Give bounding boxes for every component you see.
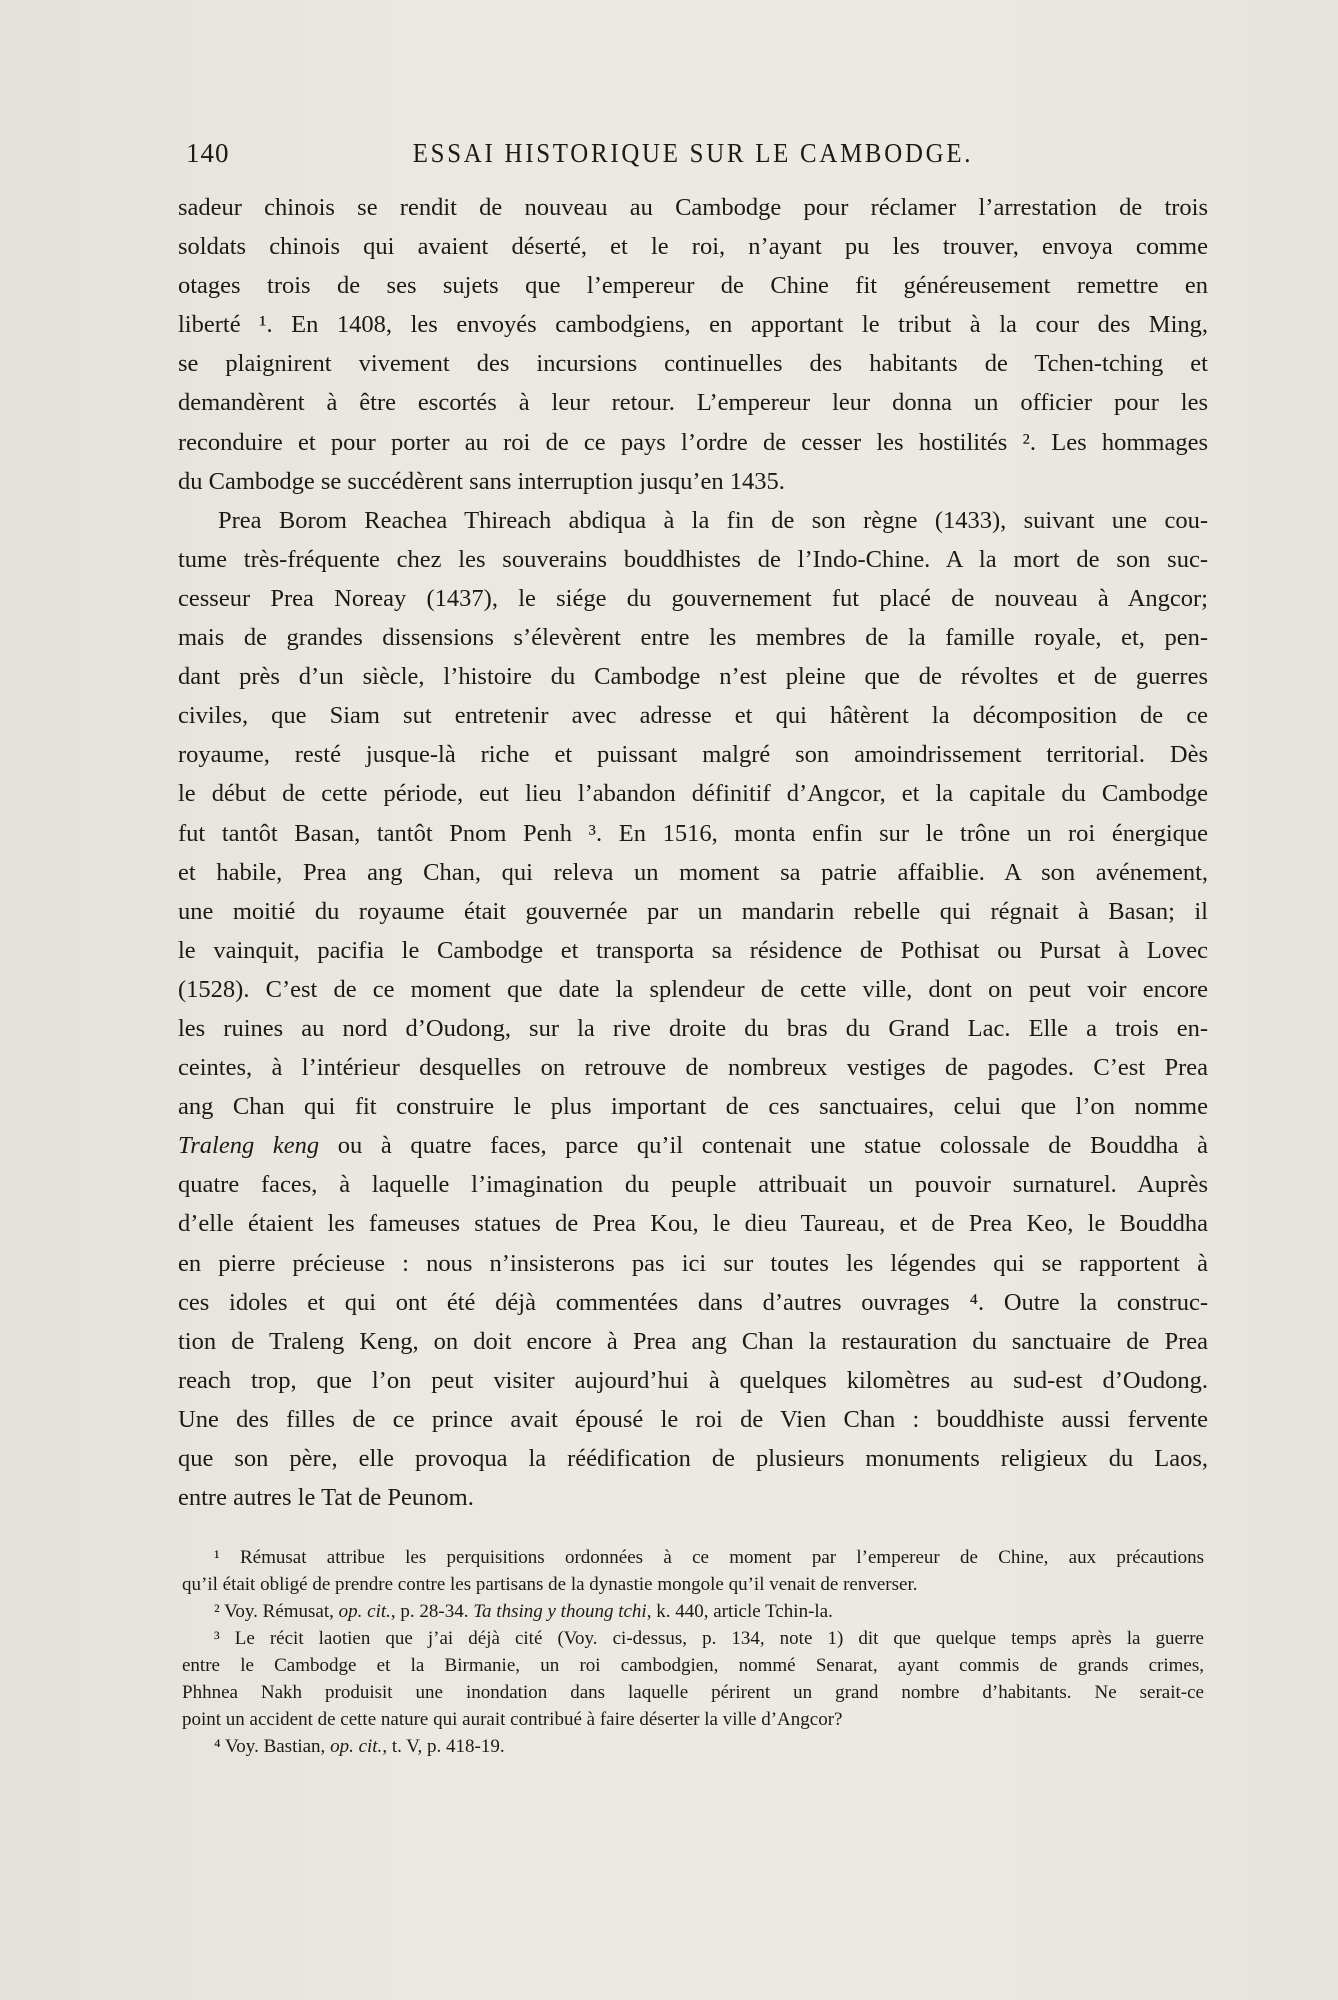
fn-text: ⁴ Voy. Bastian, bbox=[214, 1736, 326, 1757]
text-line: Une des filles de ce prince avait épousé le roi de Vien Chan : bouddhiste aussi fervente bbox=[178, 1405, 1208, 1433]
text-line: ces idoles et qui ont été déjà commentées dans d’autres ouvrages ⁴. Outre la construc- bbox=[178, 1288, 1208, 1316]
text-line: sadeur chinois se rendit de nouveau au Cambodge pour réclamer l’arrestation de trois bbox=[178, 194, 1208, 221]
body-text bbox=[178, 188, 1208, 1517]
footnote-3: ³ Le récit laotien que j’ai déjà cité (Voy. ci-dessus, p. 134, note 1) dit que quelque temps après la guerre bbox=[214, 1628, 1204, 1649]
text-line: entre autres le Tat de Peunom. bbox=[178, 1484, 474, 1512]
footnotes bbox=[182, 1544, 1204, 1760]
text-line: demandèrent à être escortés à leur retour. L’empereur leur donna un officier pour les bbox=[178, 389, 1208, 417]
fn-text: , t. V, p. 418-19. bbox=[382, 1736, 505, 1757]
footnote-3-cont: entre le Cambodge et la Birmanie, un roi cambodgien, nommé Senarat, ayant commis de grands crimes, bbox=[182, 1655, 1204, 1676]
text-line: tume très-fréquente chez les souverains bouddhistes de l’Indo-Chine. A la mort de son suc- bbox=[178, 545, 1208, 573]
text-line: civiles, que Siam sut entretenir avec adresse et qui hâtèrent la décomposition de ce bbox=[178, 702, 1208, 730]
text-line: Traleng keng ou à quatre faces, parce qu’il contenait une statue colossale de Bouddha à bbox=[178, 1132, 1208, 1160]
fn-text: , p. 28-34. bbox=[390, 1601, 469, 1622]
text-line: quatre faces, à laquelle l’imagination du peuple attribuait un pouvoir surnaturel. Auprès bbox=[178, 1171, 1208, 1199]
italic-term: Traleng keng bbox=[178, 1132, 338, 1160]
footnote-2 bbox=[182, 1598, 1204, 1625]
fn-text: ² Voy. Rémusat, bbox=[214, 1601, 334, 1622]
text-line: Prea Borom Reachea Thireach abdiqua à la fin de son règne (1433), suivant une cou- bbox=[218, 506, 1208, 534]
text-line: en pierre précieuse : nous n’insisterons pas ici sur toutes les légendes qui se rapportent à bbox=[178, 1249, 1208, 1277]
text-line: les ruines au nord d’Oudong, sur la rive droite du bras du Grand Lac. Elle a trois en- bbox=[178, 1014, 1208, 1042]
text-line: reconduire et pour porter au roi de ce pays l’ordre de cesser les hostilités ². Les hommages bbox=[178, 428, 1208, 456]
text-line: se plaignirent vivement des incursions continuelles des habitants de Tchen-tching et bbox=[178, 350, 1208, 378]
text-line: le vainquit, pacifia le Cambodge et transporta sa résidence de Pothisat ou Pursat à Lovec bbox=[178, 936, 1208, 964]
text-line: le début de cette période, eut lieu l’abandon définitif d’Angcor, et la capitale du Cambodge bbox=[178, 780, 1208, 808]
text-line: ang Chan qui fit construire le plus important de ces sanctuaires, celui que l’on nomme bbox=[178, 1093, 1208, 1121]
text-line: ceintes, à l’intérieur desquelles on retrouve de nombreux vestiges de pagodes. C’est Prea bbox=[178, 1054, 1208, 1082]
text-line: reach trop, que l’on peut visiter aujourd’hui à quelques kilomètres au sud-est d’Oudong. bbox=[178, 1366, 1208, 1394]
text-line: otages trois de ses sujets que l’empereur de Chine fit généreusement remettre en bbox=[178, 272, 1208, 300]
fn-text: , k. 440, article Tchin-la. bbox=[646, 1601, 833, 1622]
text-line: (1528). C’est de ce moment que date la splendeur de cette ville, dont on peut voir encore bbox=[178, 975, 1208, 1003]
page-number: 140 bbox=[186, 138, 230, 168]
fn-italic: Ta thsing y thoung tchi bbox=[473, 1601, 647, 1622]
text-line: dant près d’un siècle, l’histoire du Cambodge n’est pleine que de révoltes et de guerres bbox=[178, 663, 1208, 691]
text-line: mais de grandes dissensions s’élevèrent entre les membres de la famille royale, et, pen- bbox=[178, 624, 1208, 652]
text-line: et habile, Prea ang Chan, qui releva un moment sa patrie affaiblie. A son avénement, bbox=[178, 858, 1208, 886]
footnote-1-cont: qu’il était obligé de prendre contre les partisans de la dynastie mongole qu’il venait de renverser. bbox=[182, 1574, 918, 1595]
text-line: d’elle étaient les fameuses statues de Prea Kou, le dieu Taureau, et de Prea Keo, le Bouddha bbox=[178, 1210, 1208, 1238]
text-line: soldats chinois qui avaient déserté, et le roi, n’ayant pu les trouver, envoya comme bbox=[178, 233, 1208, 261]
fn-italic: op. cit. bbox=[338, 1601, 391, 1622]
footnote-4 bbox=[182, 1733, 1204, 1760]
text-line: cesseur Prea Noreay (1437), le siége du gouvernement fut placé de nouveau à Angcor; bbox=[178, 584, 1208, 612]
footnote-3-cont: Phhnea Nakh produisit une inondation dans laquelle périrent un grand nombre d’habitants. Ne serait-ce bbox=[182, 1682, 1204, 1703]
text-line: que son père, elle provoqua la réédification de plusieurs monuments religieux du Laos, bbox=[178, 1445, 1208, 1472]
footnote-1: ¹ Rémusat attribue les perquisitions ordonnées à ce moment par l’empereur de Chine, aux précautions bbox=[214, 1547, 1204, 1568]
fn-italic: op. cit. bbox=[330, 1736, 383, 1757]
text-line: liberté ¹. En 1408, les envoyés cambodgiens, en apportant le tribut à la cour des Ming, bbox=[178, 311, 1208, 339]
text-line: une moitié du royaume était gouvernée par un mandarin rebelle qui régnait à Basan; il bbox=[178, 897, 1208, 925]
footnote-3-cont: point un accident de cette nature qui aurait contribué à faire déserter la ville d’Angcor? bbox=[182, 1709, 843, 1730]
text-line: du Cambodge se succédèrent sans interruption jusqu’en 1435. bbox=[178, 467, 785, 495]
running-header bbox=[178, 138, 1208, 174]
running-title: ESSAI HISTORIQUE SUR LE CAMBODGE. bbox=[412, 138, 974, 168]
text-line: fut tantôt Basan, tantôt Pnom Penh ³. En 1516, monta enfin sur le trône un roi énergique bbox=[178, 819, 1208, 847]
text-line: royaume, resté jusque-là riche et puissant malgré son amoindrissement territorial. Dès bbox=[178, 741, 1208, 769]
text-line: tion de Traleng Keng, on doit encore à Prea ang Chan la restauration du sanctuaire de Prea bbox=[178, 1327, 1208, 1355]
